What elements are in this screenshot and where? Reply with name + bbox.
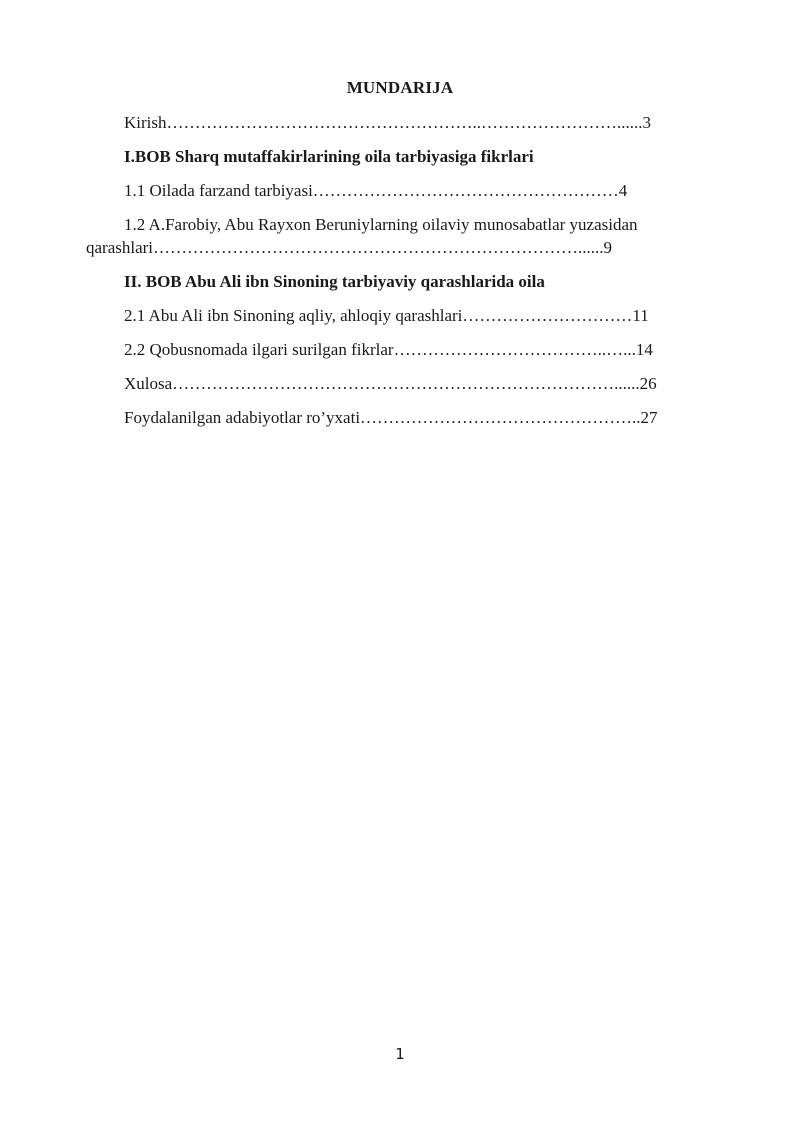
- toc-entry-2-1: 2.1 Abu Ali ibn Sinoning aqliy, ahloqiy qarashlari…………………………11: [124, 306, 649, 325]
- toc-entry-kirish: Kirish………………………………………………..……………………......3: [124, 113, 651, 132]
- toc-title: MUNDARIJA: [346, 78, 454, 97]
- toc-entry-1-2-line-2: qarashlari…………………………………………………………………......9: [86, 238, 613, 257]
- toc-entry-xulosa: Xulosa……………………………………………………………………......26: [124, 374, 657, 393]
- toc-entry-2-2: 2.2 Qobusnomada ilgari surilgan fikrlar………………………………..…...14: [124, 340, 653, 359]
- toc-entry-1-2-line-1: 1.2 A.Farobiy, Abu Rayxon Beruniylarning oilaviy munosabatlar yuzasidan: [124, 215, 638, 234]
- toc-chapter-2-heading: II. BOB Abu Ali ibn Sinoning tarbiyaviy qarashlarida oila: [124, 272, 545, 291]
- toc-entry-adabiyotlar: Foydalanilgan adabiyotlar ro’yxati…………………………………………..27: [124, 408, 658, 427]
- toc-entry-1-1: 1.1 Oilada farzand tarbiyasi………………………………………………4: [124, 181, 628, 200]
- toc-chapter-1-heading: I.BOB Sharq mutaffakirlarining oila tarbiyasiga fikrlari: [124, 147, 534, 166]
- page-number: 1: [395, 1045, 405, 1063]
